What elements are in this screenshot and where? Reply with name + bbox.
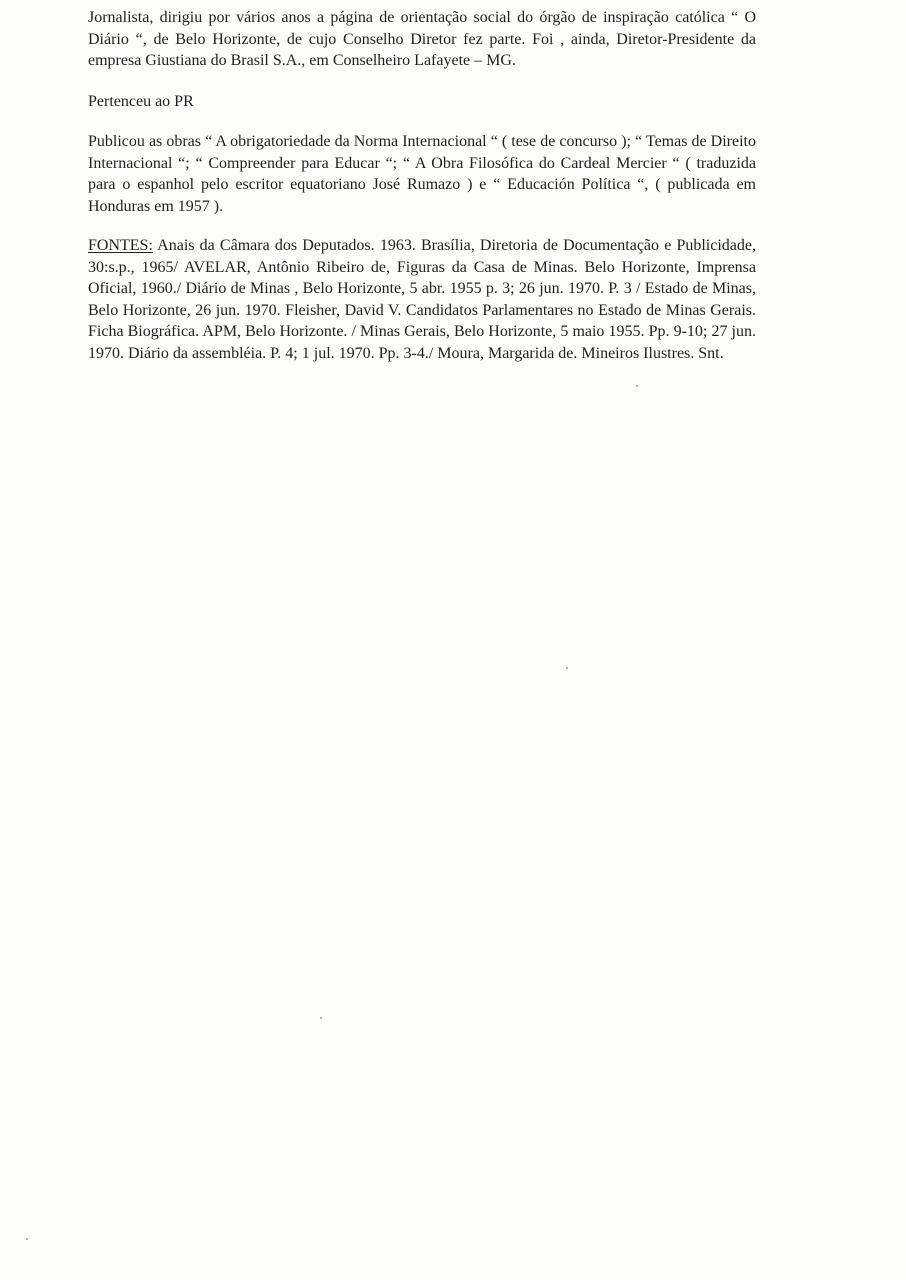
scan-speck <box>566 667 568 669</box>
scan-speck <box>320 1017 322 1019</box>
party-paragraph: Pertenceu ao PR <box>88 93 194 110</box>
works-paragraph: Publicou as obras “ A obrigatoriedade da Norma Internacional “ ( tese de concurso ); “ Temas de Direito Internacional “; “ Compreender para Educar “; “ A Obra Filosófica do Cardeal Mercier “ ( traduzida para o espanhol pelo escritor equatoriano José Rumazo ) e “ Educación Política “, ( publicada em Honduras em 1957 ). <box>88 133 756 215</box>
scan-speck <box>26 1238 28 1240</box>
sources-paragraph <box>88 235 756 364</box>
biography-paragraph: Jornalista, dirigiu por vários anos a página de orientação social do órgão de inspiração católica “ O Diário “, de Belo Horizonte, de cujo Conselho Diretor fez parte. Foi , ainda, Diretor-Presidente da empresa Giustiana do Brasil S.A., em Conselheiro Lafayete – MG. <box>88 9 756 69</box>
scan-speck <box>636 385 638 387</box>
sources-label: FONTES: <box>88 237 153 254</box>
sources-text: Anais da Câmara dos Deputados. 1963. Brasília, Diretoria de Documentação e Publicidade, 30:s.p., 1965/ AVELAR, Antônio Ribeiro de, Figuras da Casa de Minas. Belo Horizonte, Imprensa Oficial, 1960./ Diário de Minas , Belo Horizonte, 5 abr. 1955 p. 3; 26 jun. 1970. P. 3 / Estado de Minas, Belo Horizonte, 26 jun. 1970. Fleisher, David V. Candidatos Parlamentares no Estado de Minas Gerais. Ficha Biográfica. APM, Belo Horizonte. / Minas Gerais, Belo Horizonte, 5 maio 1955. Pp. 9-10; 27 jun. 1970. Diário da assembléia. P. 4; 1 jul. 1970. Pp. 3-4./ Moura, Margarida de. Mineiros Ilustres. Snt. <box>88 237 756 362</box>
